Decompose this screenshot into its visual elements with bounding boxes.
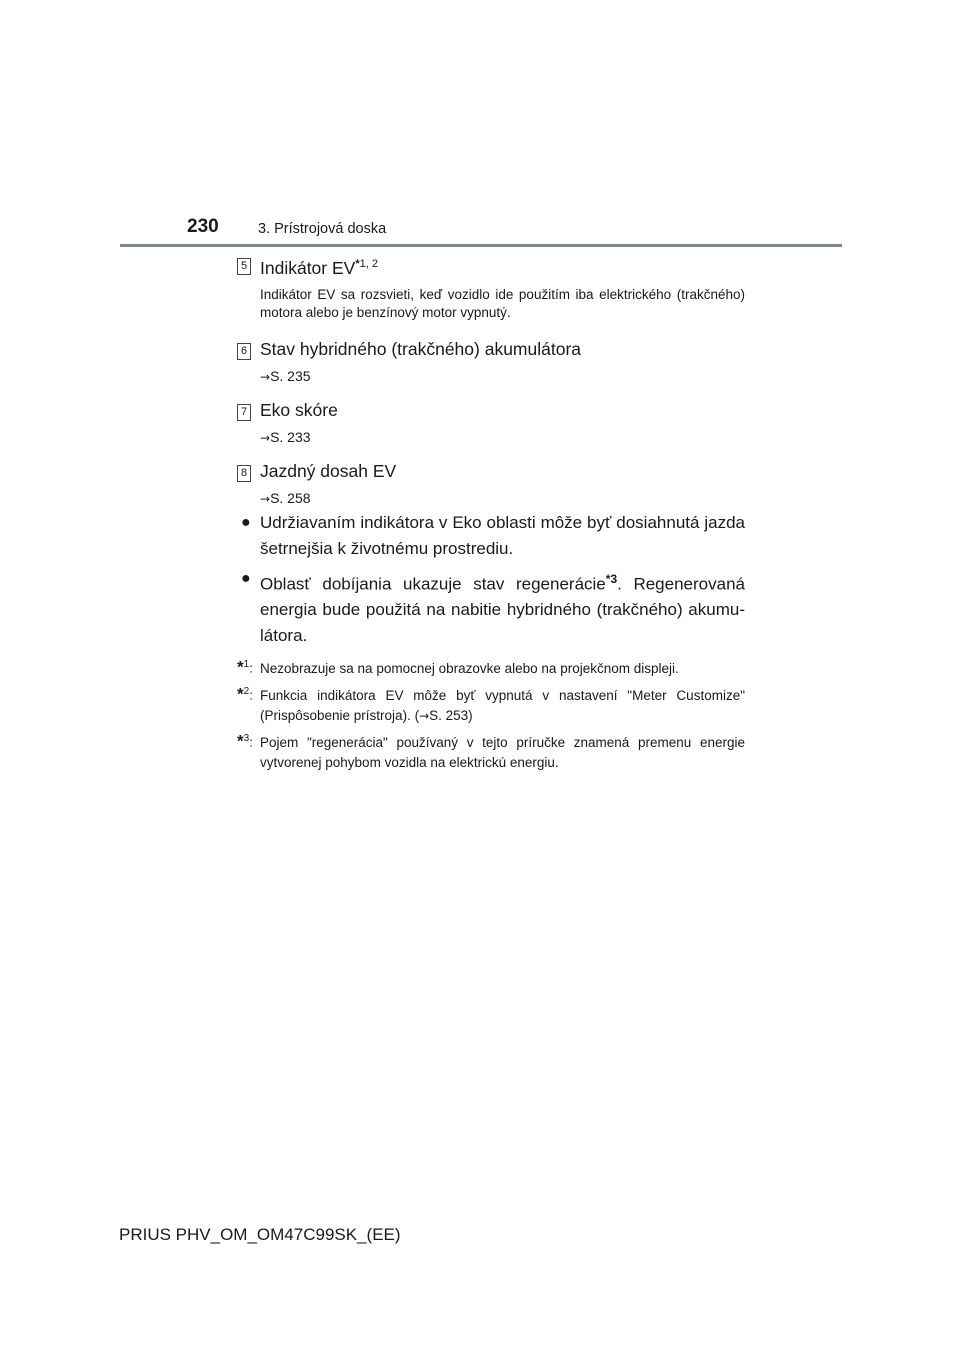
item-number-badge: 5 — [237, 258, 251, 275]
footnote — [237, 659, 745, 679]
arrow-icon: → — [260, 430, 271, 445]
item-superscript: 1, 2 — [359, 258, 378, 270]
footnote-marker — [237, 682, 253, 705]
item-title: Indikátor EV — [260, 257, 356, 278]
item-number-badge: 7 — [237, 404, 251, 421]
arrow-icon: → — [419, 709, 430, 724]
asterisk-symbol: * — [605, 571, 611, 586]
footnote-marker — [237, 729, 253, 752]
footnote-number: 1 — [243, 659, 250, 671]
asterisk-symbol: * — [237, 657, 244, 677]
item-number-badge: 6 — [237, 343, 251, 360]
asterisk-symbol: * — [237, 731, 244, 751]
footnote-text: Funkcia indikátora EV môže byť vypnutá v nastavení "Meter Customize" (Prispôsobenie prístroja). ( — [260, 688, 745, 724]
item-heading-eco-score — [237, 398, 745, 422]
bullet-text: Udržiavaním indikátora v Eko oblasti môže byť dosiahnutá jazda šetrnejšia k životnému prostrediu. — [260, 512, 745, 558]
reference-link[interactable]: S. 253 — [429, 708, 469, 724]
reference-link[interactable]: S. 233 — [270, 428, 311, 445]
bullet-text-continued: . Regenerovaná energia bude použitá na nabitie hybridného (trakčného) akumu-látora. — [260, 574, 745, 646]
item-heading-ev-range — [237, 459, 745, 483]
page-number: 230 — [187, 216, 219, 237]
colon: : — [249, 660, 253, 676]
item-description: Indikátor EV sa rozsvieti, keď vozidlo ide použitím iba elektrického (trakčného) motora alebo je benzínový motor vypnutý. — [260, 286, 745, 320]
footnote — [237, 686, 745, 726]
page-reference — [237, 428, 745, 447]
bullet-item — [237, 510, 745, 562]
footnotes — [237, 659, 745, 773]
bullet-icon: ● — [241, 513, 251, 531]
page-content — [237, 252, 745, 780]
item-number-badge: 8 — [237, 465, 251, 482]
arrow-icon: → — [260, 369, 271, 384]
footnote-text: Pojem "regenerácia" používaný v tejto príručke znamená premenu energie vytvorenej pohybom vozidla na elektrickú energiu. — [260, 735, 745, 771]
chapter-title: 3. Prístrojová doska — [258, 221, 387, 237]
footnote-number: 3 — [243, 733, 250, 745]
bullet-icon: ● — [241, 569, 251, 587]
arrow-icon: → — [260, 491, 271, 506]
bullet-item — [237, 566, 745, 650]
reference-link[interactable]: S. 258 — [270, 489, 311, 506]
item-heading-ev-indicator — [237, 252, 745, 280]
footnote — [237, 733, 745, 773]
bullet-text: Oblasť dobíjania ukazuje stav regenerácie — [260, 574, 606, 594]
asterisk-symbol: * — [237, 684, 244, 704]
item-title: Stav hybridného (trakčného) akumulátora — [260, 338, 582, 359]
item-title: Eko skóre — [260, 399, 338, 420]
item-heading-hybrid-battery — [237, 337, 745, 361]
page-reference — [237, 489, 745, 508]
asterisk-symbol: * — [355, 258, 360, 270]
reference-link[interactable]: S. 235 — [270, 367, 311, 384]
footnote-marker — [237, 655, 253, 678]
page-reference — [237, 367, 745, 386]
footnote-text: Nezobrazuje sa na pomocnej obrazovke alebo na projekčnom displeji. — [260, 661, 679, 677]
colon: : — [249, 687, 253, 703]
header-rule — [120, 244, 842, 247]
footnote-number: 2 — [243, 686, 250, 698]
document-code: PRIUS PHV_OM_OM47C99SK_(EE) — [119, 1225, 401, 1244]
footnote-text-end: ) — [468, 708, 473, 724]
bullet-superscript: 3 — [610, 571, 618, 586]
item-title: Jazdný dosah EV — [260, 460, 397, 481]
colon: : — [249, 734, 253, 750]
